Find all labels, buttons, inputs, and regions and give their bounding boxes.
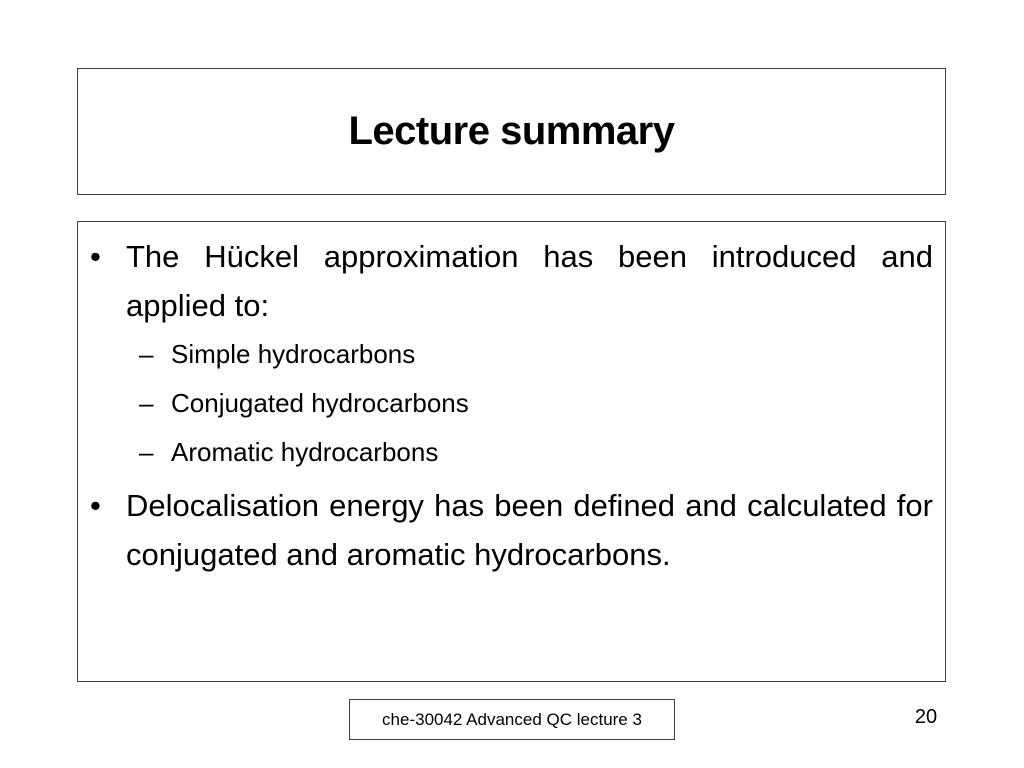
sub-bullet-item <box>78 330 933 379</box>
dash-icon: – <box>139 437 154 467</box>
bullet-list <box>78 481 933 579</box>
sub-bullet-text: Conjugated hydrocarbons <box>171 388 469 418</box>
footer-course-label: che-30042 Advanced QC lecture 3 <box>382 709 642 729</box>
page-number: 20 <box>914 706 938 728</box>
sub-bullet-item <box>78 379 933 428</box>
bullet-item <box>78 232 933 330</box>
bullet-item <box>78 481 933 579</box>
bullet-icon: • <box>90 239 101 274</box>
bullet-text: Delocalisation energy has been defined and calculated for conjugated and aromatic hydrocarbons. <box>126 488 933 572</box>
sub-bullet-text: Simple hydrocarbons <box>171 339 416 369</box>
sub-bullet-item <box>78 428 933 477</box>
title-box <box>77 68 946 195</box>
sub-bullet-list <box>78 330 933 477</box>
footer-course-label-box <box>349 699 675 740</box>
bullet-list <box>78 232 933 330</box>
bullet-text: The Hückel approximation has been introduced and applied to: <box>126 239 933 323</box>
slide-title: Lecture summary <box>348 109 675 153</box>
sub-bullet-text: Aromatic hydrocarbons <box>171 437 439 467</box>
dash-icon: – <box>139 388 154 418</box>
content-box <box>77 221 946 682</box>
bullet-icon: • <box>90 488 101 523</box>
dash-icon: – <box>139 339 154 369</box>
